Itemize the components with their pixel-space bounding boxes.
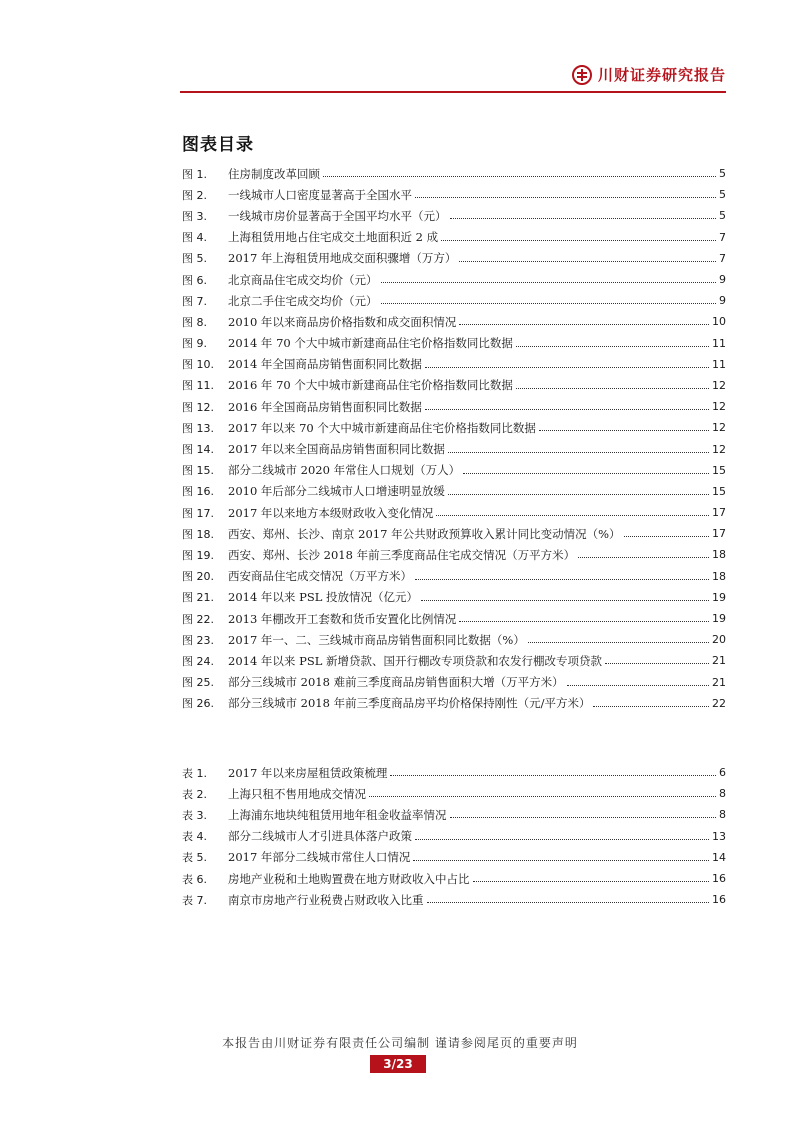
table-number: 表 7. bbox=[182, 893, 207, 907]
figure-page-number: 19 bbox=[712, 612, 726, 626]
table-title: 上海浦东地块纯租赁用地年租金收益率情况 bbox=[228, 807, 447, 822]
figure-page-number: 15 bbox=[712, 463, 726, 477]
figure-title: 2017 年一、二、三线城市商品房销售面积同比数据（%） bbox=[228, 632, 525, 647]
figure-number: 图 1. bbox=[182, 167, 207, 181]
figure-page-number: 20 bbox=[712, 633, 726, 647]
figure-entry[interactable] bbox=[182, 163, 726, 184]
dot-leader bbox=[448, 452, 709, 453]
dot-leader bbox=[578, 557, 709, 558]
dot-leader bbox=[593, 706, 709, 707]
dot-leader bbox=[459, 261, 716, 262]
figure-page-number: 18 bbox=[712, 548, 726, 562]
figure-title: 部分三线城市 2018 难前三季度商品房销售面积大增（万平方米） bbox=[228, 675, 564, 690]
figure-page-number: 15 bbox=[712, 484, 726, 498]
figure-number: 图 14. bbox=[182, 443, 214, 457]
dot-leader bbox=[415, 839, 709, 840]
table-entry[interactable] bbox=[182, 826, 726, 847]
figure-title: 西安、郑州、长沙 2018 年前三季度商品住宅成交情况（万平方米） bbox=[228, 547, 576, 562]
figure-page-number: 17 bbox=[712, 527, 726, 541]
figure-entry[interactable] bbox=[182, 502, 726, 523]
dot-leader bbox=[516, 388, 709, 389]
table-list bbox=[182, 762, 726, 910]
figure-title: 2010 年以来商品房价格指数和成交面积情况 bbox=[228, 314, 457, 329]
figure-entry[interactable] bbox=[182, 566, 726, 587]
figure-page-number: 9 bbox=[719, 273, 726, 287]
figure-entry[interactable] bbox=[182, 184, 726, 205]
dot-leader bbox=[605, 663, 709, 664]
figure-number: 图 4. bbox=[182, 231, 207, 245]
table-entry[interactable] bbox=[182, 847, 726, 868]
figure-page-number: 11 bbox=[712, 357, 726, 371]
table-page-number: 16 bbox=[712, 872, 726, 886]
figure-title: 北京商品住宅成交均价（元） bbox=[228, 272, 378, 287]
figure-title: 2017 年以来全国商品房销售面积同比数据 bbox=[228, 442, 445, 457]
figure-number: 图 9. bbox=[182, 337, 207, 351]
chuancai-logo-icon bbox=[572, 65, 592, 85]
figure-page-number: 22 bbox=[712, 696, 726, 710]
table-title: 上海只租不售用地成交情况 bbox=[228, 786, 366, 801]
figure-number: 图 24. bbox=[182, 654, 214, 668]
figure-entry[interactable] bbox=[182, 354, 726, 375]
dot-leader bbox=[425, 367, 709, 368]
table-number: 表 3. bbox=[182, 808, 207, 822]
dot-leader bbox=[516, 346, 709, 347]
figure-page-number: 12 bbox=[712, 421, 726, 435]
page-number: 3/23 bbox=[370, 1055, 426, 1073]
dot-leader bbox=[390, 775, 716, 776]
figure-entry[interactable] bbox=[182, 523, 726, 544]
table-entry[interactable] bbox=[182, 868, 726, 889]
figure-title: 2017 年以来地方本级财政收入变化情况 bbox=[228, 505, 434, 520]
table-page-number: 16 bbox=[712, 893, 726, 907]
figure-number: 图 18. bbox=[182, 527, 214, 541]
dot-leader bbox=[539, 430, 709, 431]
dot-leader bbox=[381, 282, 717, 283]
figure-number: 图 23. bbox=[182, 633, 214, 647]
figure-title: 2013 年棚改开工套数和货币安置化比例情况 bbox=[228, 611, 457, 626]
figure-number: 图 16. bbox=[182, 485, 214, 499]
figure-title: 住房制度改革回顾 bbox=[228, 166, 320, 181]
figure-entry[interactable] bbox=[182, 227, 726, 248]
figure-entry[interactable] bbox=[182, 608, 726, 629]
figure-title: 2014 年以来 PSL 投放情况（亿元） bbox=[228, 590, 418, 605]
dot-leader bbox=[459, 621, 709, 622]
table-entry[interactable] bbox=[182, 783, 726, 804]
figure-title: 一线城市房价显著高于全国平均水平（元） bbox=[228, 208, 447, 223]
figure-number: 图 25. bbox=[182, 676, 214, 690]
dot-leader bbox=[427, 902, 710, 903]
figure-entry[interactable] bbox=[182, 587, 726, 608]
table-number: 表 2. bbox=[182, 787, 207, 801]
dot-leader bbox=[413, 860, 709, 861]
dot-leader bbox=[459, 324, 709, 325]
figure-entry[interactable] bbox=[182, 481, 726, 502]
table-title: 2017 年部分二线城市常住人口情况 bbox=[228, 850, 411, 865]
figure-title: 上海租赁用地占住宅成交土地面积近 2 成 bbox=[228, 230, 439, 245]
figure-entry[interactable] bbox=[182, 205, 726, 226]
figure-entry[interactable] bbox=[182, 375, 726, 396]
toc-title: 图表目录 bbox=[182, 135, 254, 155]
figure-entry[interactable] bbox=[182, 438, 726, 459]
figure-entry[interactable] bbox=[182, 248, 726, 269]
figure-title: 2017 年以来 70 个大中城市新建商品住宅价格指数同比数据 bbox=[228, 420, 536, 435]
table-entry[interactable] bbox=[182, 762, 726, 783]
figure-entry[interactable] bbox=[182, 650, 726, 671]
figure-page-number: 19 bbox=[712, 590, 726, 604]
figure-page-number: 18 bbox=[712, 569, 726, 583]
table-page-number: 6 bbox=[719, 766, 726, 780]
figure-page-number: 21 bbox=[712, 654, 726, 668]
dot-leader bbox=[463, 473, 709, 474]
figure-entry[interactable] bbox=[182, 460, 726, 481]
figure-title: 西安、郑州、长沙、南京 2017 年公共财政预算收入累计同比变动情况（%） bbox=[228, 526, 621, 541]
dot-leader bbox=[415, 579, 709, 580]
table-page-number: 13 bbox=[712, 829, 726, 843]
dot-leader bbox=[323, 176, 716, 177]
figure-title: 西安商品住宅成交情况（万平方米） bbox=[228, 569, 412, 584]
figure-number: 图 3. bbox=[182, 209, 207, 223]
table-number: 表 4. bbox=[182, 830, 207, 844]
figure-page-number: 17 bbox=[712, 506, 726, 520]
dot-leader bbox=[436, 515, 709, 516]
table-entry[interactable] bbox=[182, 804, 726, 825]
figure-page-number: 11 bbox=[712, 336, 726, 350]
table-number: 表 6. bbox=[182, 872, 207, 886]
figure-page-number: 12 bbox=[712, 378, 726, 392]
figure-page-number: 9 bbox=[719, 294, 726, 308]
figure-page-number: 5 bbox=[719, 167, 726, 181]
figure-title: 北京二手住宅成交均价（元） bbox=[228, 293, 378, 308]
figure-number: 图 21. bbox=[182, 591, 214, 605]
table-page-number: 8 bbox=[719, 787, 726, 801]
figure-number: 图 13. bbox=[182, 421, 214, 435]
table-page-number: 8 bbox=[719, 808, 726, 822]
figure-entry[interactable] bbox=[182, 290, 726, 311]
figure-page-number: 21 bbox=[712, 675, 726, 689]
figure-page-number: 5 bbox=[719, 209, 726, 223]
dot-leader bbox=[450, 817, 717, 818]
table-entry[interactable] bbox=[182, 889, 726, 910]
figure-title: 2014 年以来 PSL 新增贷款、国开行棚改专项贷款和农发行棚改专项贷款 bbox=[228, 653, 602, 668]
figure-title: 2010 年后部分二线城市人口增速明显放缓 bbox=[228, 484, 445, 499]
dot-leader bbox=[624, 536, 709, 537]
footer-statement: 本报告由川财证券有限责任公司编制 谨请参阅尾页的重要声明 bbox=[222, 1036, 578, 1050]
figure-entry[interactable] bbox=[182, 672, 726, 693]
table-page-number: 14 bbox=[712, 850, 726, 864]
dot-leader bbox=[473, 881, 710, 882]
figure-number: 图 7. bbox=[182, 294, 207, 308]
figure-entry[interactable] bbox=[182, 396, 726, 417]
figure-page-number: 7 bbox=[719, 251, 726, 265]
table-number: 表 5. bbox=[182, 851, 207, 865]
table-title: 南京市房地产行业税费占财政收入比重 bbox=[228, 892, 424, 907]
figure-number: 图 26. bbox=[182, 697, 214, 711]
dot-leader bbox=[450, 218, 717, 219]
header-divider bbox=[180, 91, 726, 93]
figure-number: 图 10. bbox=[182, 358, 214, 372]
dot-leader bbox=[369, 796, 716, 797]
figure-number: 图 6. bbox=[182, 273, 207, 287]
brand-name: 川财证券研究报告 bbox=[597, 66, 726, 84]
dot-leader bbox=[415, 197, 716, 198]
figure-title: 2014 年全国商品房销售面积同比数据 bbox=[228, 357, 422, 372]
figure-entry[interactable] bbox=[182, 693, 726, 714]
figure-page-number: 5 bbox=[719, 188, 726, 202]
table-number: 表 1. bbox=[182, 766, 207, 780]
figure-title: 2017 年上海租赁用地成交面积骤增（万方） bbox=[228, 251, 457, 266]
figure-number: 图 22. bbox=[182, 612, 214, 626]
figure-number: 图 12. bbox=[182, 400, 214, 414]
figure-number: 图 20. bbox=[182, 570, 214, 584]
figure-entry[interactable] bbox=[182, 417, 726, 438]
figure-entry[interactable] bbox=[182, 629, 726, 650]
brand bbox=[572, 64, 726, 85]
dot-leader bbox=[567, 685, 709, 686]
figure-title: 2016 年 70 个大中城市新建商品住宅价格指数同比数据 bbox=[228, 378, 513, 393]
dot-leader bbox=[448, 494, 709, 495]
table-title: 2017 年以来房屋租赁政策梳理 bbox=[228, 765, 388, 780]
figure-list bbox=[182, 163, 726, 714]
figure-page-number: 7 bbox=[719, 230, 726, 244]
figure-number: 图 19. bbox=[182, 548, 214, 562]
figure-entry[interactable] bbox=[182, 269, 726, 290]
figure-page-number: 10 bbox=[712, 315, 726, 329]
figure-title: 部分二线城市 2020 年常住人口规划（万人） bbox=[228, 463, 461, 478]
table-title: 房地产业税和土地购置费在地方财政收入中占比 bbox=[228, 871, 470, 886]
figure-page-number: 12 bbox=[712, 442, 726, 456]
table-title: 部分二线城市人才引进具体落户政策 bbox=[228, 829, 412, 844]
dot-leader bbox=[381, 303, 717, 304]
figure-entry[interactable] bbox=[182, 311, 726, 332]
figure-entry[interactable] bbox=[182, 544, 726, 565]
figure-number: 图 8. bbox=[182, 315, 207, 329]
figure-number: 图 2. bbox=[182, 188, 207, 202]
report-header bbox=[180, 62, 726, 90]
figure-page-number: 12 bbox=[712, 400, 726, 414]
dot-leader bbox=[421, 600, 709, 601]
dot-leader bbox=[425, 409, 709, 410]
figure-number: 图 11. bbox=[182, 379, 214, 393]
dot-leader bbox=[441, 240, 716, 241]
figure-title: 部分三线城市 2018 年前三季度商品房平均价格保持刚性（元/平方米） bbox=[228, 696, 591, 711]
figure-entry[interactable] bbox=[182, 333, 726, 354]
figure-title: 2016 年全国商品房销售面积同比数据 bbox=[228, 399, 422, 414]
figure-number: 图 17. bbox=[182, 506, 214, 520]
figure-title: 2014 年 70 个大中城市新建商品住宅价格指数同比数据 bbox=[228, 336, 513, 351]
dot-leader bbox=[528, 642, 709, 643]
figure-title: 一线城市人口密度显著高于全国水平 bbox=[228, 187, 412, 202]
figure-number: 图 5. bbox=[182, 252, 207, 266]
figure-number: 图 15. bbox=[182, 464, 214, 478]
